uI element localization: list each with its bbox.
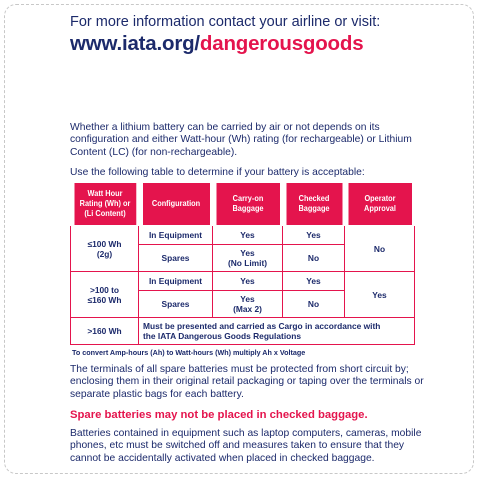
header-rating: Watt Hour Rating (Wh) or (Li Content) [73,183,136,226]
contact-text: For more information contact your airline or visit: [70,14,381,30]
carry-on-line: Yes [240,248,255,258]
carry-on-cell [213,245,283,272]
config-cell: Spares [139,291,213,318]
terminals-paragraph: The terminals of all spare batteries must be protected from short circuit by; enclosing them in their original retail packaging or taping over the terminals or separate plastic bags for each battery. [70,364,424,400]
header-operator: Operator Approval [347,183,411,226]
checked-cell: No [283,291,345,318]
rating-line: ≤160 Wh [87,294,122,305]
carry-on-line: (No Limit) [227,258,268,268]
carry-on-line: Yes [240,294,255,304]
cargo-line: Must be presented and carried as Cargo in accordance with [143,321,381,331]
table-header-row [71,183,415,226]
url-path: dangerousgoods [199,32,364,55]
carry-on-cell: Yes [213,226,283,245]
battery-table [70,182,415,345]
intro-paragraph: Whether a lithium battery can be carried by air or not depends on its configuration and either Watt-hour (Wh) rating (for rechargeable) or Lithium Content (LC) (for non-rechargeable). [70,122,412,158]
operator-cell: Yes [345,272,415,318]
operator-cell: No [345,226,415,272]
header-carry-on: Carry-on Baggage [215,183,279,226]
table-row [71,226,415,245]
header-configuration: Configuration [141,183,209,226]
rating-cell [71,226,139,272]
rating-cell: >160 Wh [71,318,139,345]
table-row [71,272,415,291]
equipment-paragraph: Batteries contained in equipment such as laptop computers, cameras, mobile phones, etc must be switched off and measures taken to ensure that they cannot be accidentally activated when placed in checked baggage. [70,428,422,464]
config-cell: In Equipment [139,272,213,291]
carry-on-cell [213,291,283,318]
checked-cell: Yes [283,272,345,291]
carry-on-cell: Yes [213,272,283,291]
header-checked: Checked Baggage [285,183,342,226]
url-base: www.iata.org/ [70,32,200,55]
checked-cell: No [283,245,345,272]
warning-text: Spare batteries may not be placed in checked baggage. [70,409,368,421]
rating-line: (2g) [96,248,113,259]
conversion-note: To convert Amp-hours (Ah) to Watt-hours (Wh) multiply Ah x Voltage [72,348,306,357]
rating-line: >100 to [89,284,120,295]
checked-cell: Yes [283,226,345,245]
cargo-line: the IATA Dangerous Goods Regulations [143,331,302,341]
iata-url-link[interactable] [70,32,363,56]
rating-cell [71,272,139,318]
config-cell: In Equipment [139,226,213,245]
rating-line: ≤100 Wh [87,238,122,249]
carry-on-line: (Max 2) [233,304,262,314]
instruction-text: Use the following table to determine if your battery is acceptable: [70,167,365,178]
config-cell: Spares [139,245,213,272]
table-row [71,318,415,345]
cargo-cell [139,318,415,345]
